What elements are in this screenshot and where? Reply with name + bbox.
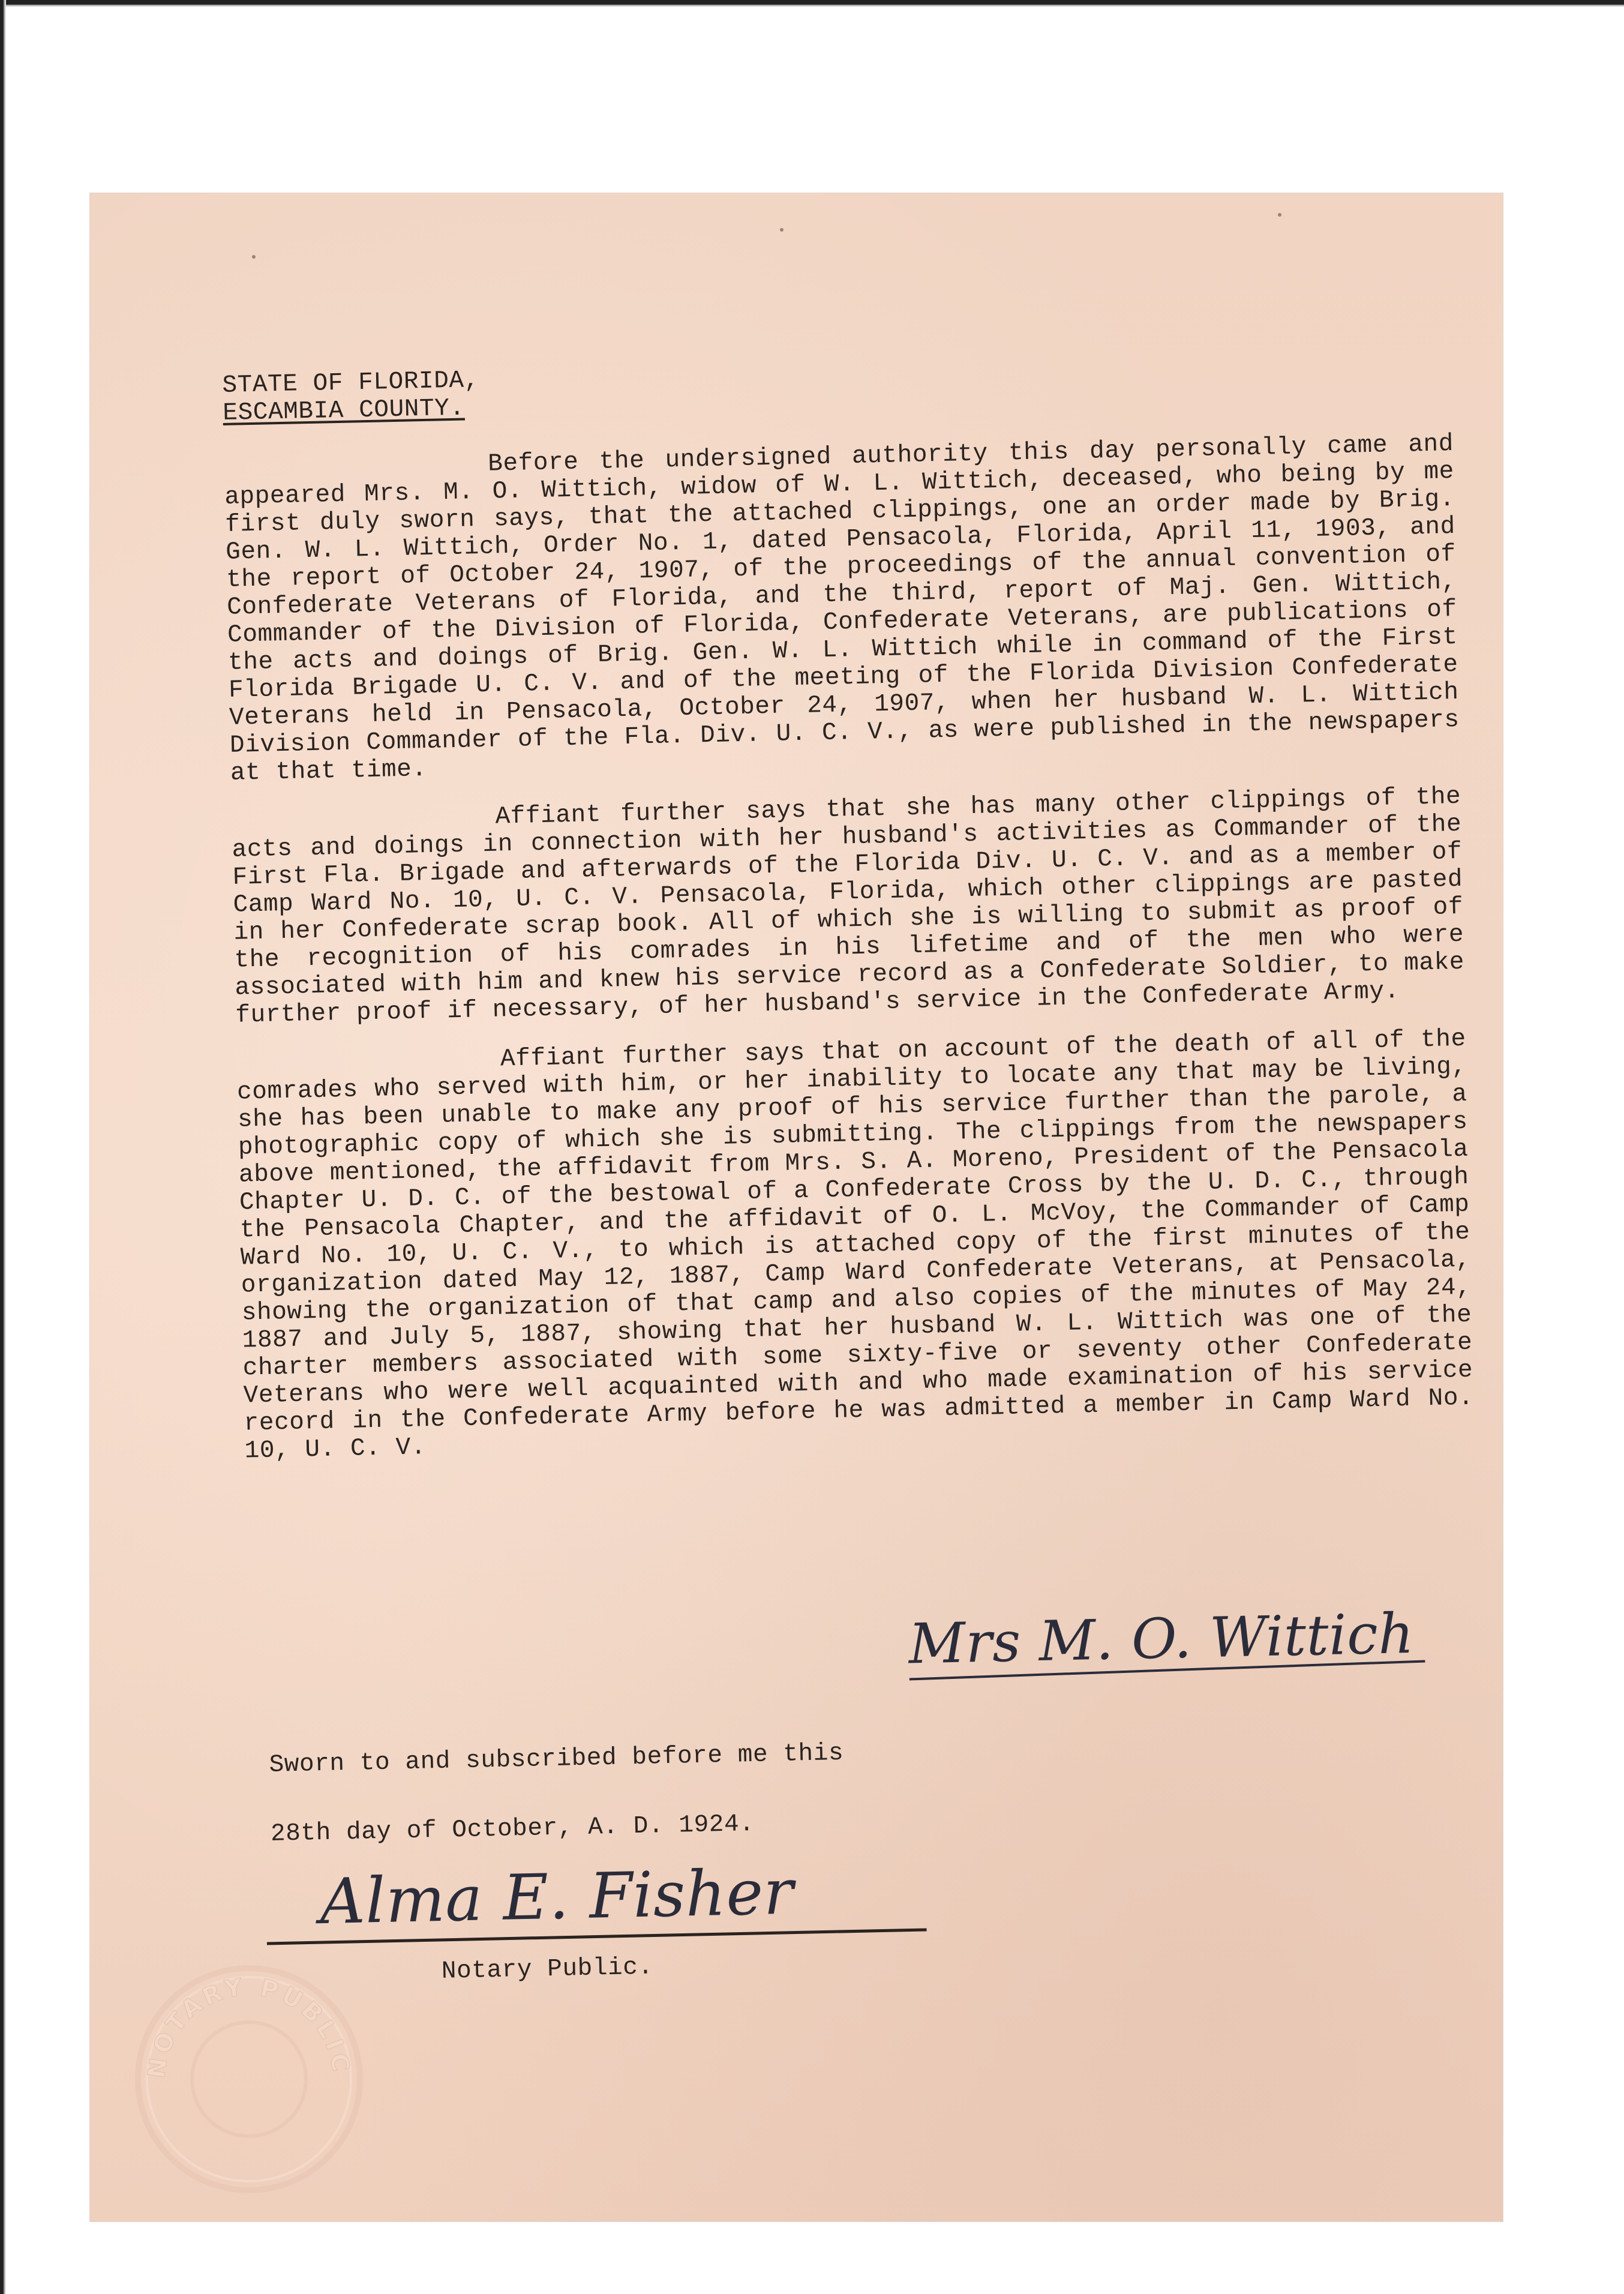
affidavit-paragraph: Affiant further says that on account of the death of all of the comrades who served with him, or her inability to locate any that may be living, she has been unable to make any proof of his service further than the parole, a photographic copy of which she is submitting. The clippings from the newspapers above mentioned, the affidavit from Mrs. S. A. Moreno, President of the Pensacola Chapter U. D. C. of the bestowal of a Confederate Cross by the U. D. C., through the Pensacola Chapter, and the affidavit of O. L. McVoy, the Commander of Camp Ward No. 10, U. C. V., to which is attached copy of the first minutes of the organization dated May 12, 1887, Camp Ward Confederate Veterans, at Pensacola, showing the organization of that camp and also copies of the minutes of May 24, 1887 and July 5, 1887, showing that her husband W. L. Wittich was one of the charter members associated with some sixty-five or seventy other Confederate Veterans who were well acquainted with and who made examination of his service record in the Confederate Army before he was admitted a member in Camp Ward No. 10, U. C. V. xyxy=(236,1025,1474,1465)
seal-text: NOTARY PUBLIC xyxy=(142,1973,355,2080)
venue-state: STATE OF FLORIDA, xyxy=(222,367,480,400)
scan-border-top xyxy=(0,0,1624,7)
jurat-line-2: 28th day of October, A. D. 1924. xyxy=(270,1810,755,1848)
notary-signature-text: Alma E. Fisher xyxy=(319,1855,795,1939)
affidavit-body xyxy=(222,346,1475,1986)
notary-seal-emboss xyxy=(132,1962,366,2196)
venue-county: ESCAMBIA COUNTY. xyxy=(222,394,466,427)
affiant-signature xyxy=(896,1595,1431,1690)
paper-speck xyxy=(780,228,784,232)
affidavit-paragraph: Before the undersigned authority this day personally came and appeared Mrs. M. O. Wittich, widow of W. L. Wittich, deceased, who being by me first duly sworn says, that the attached clippings, one an order made by Brig. Gen. W. L. Wittich, Order No. 1, dated Pensacola, Florida, April 11, 1903, and the report of October 24, 1907, of the proceedings of the annual convention of Confederate Veterans of Florida, and the third, report of Maj. Gen. Wittich, Commander of the Division of Florida, Confederate Veterans, are publications of the acts and doings of Brig. Gen. W. L. Wittich while in command of the First Florida Brigade U. C. V. and of the meeting of the Florida Division Confederate Veterans held in Pensacola, October 24, 1907, when her husband W. L. Wittich Division Commander of the Fla. Div. U. C. V., as were published in the newspapers at that time. xyxy=(224,430,1460,787)
affiant-signature-text: Mrs M. O. Wittich xyxy=(908,1601,1415,1677)
scan-border-left xyxy=(0,0,6,2294)
svg-text:NOTARY PUBLIC xyxy=(143,1973,355,2080)
paper-speck xyxy=(1278,213,1281,217)
notary-title: Notary Public. xyxy=(441,1953,654,1986)
paper-speck xyxy=(252,255,256,259)
notary-signature xyxy=(265,1840,927,1959)
jurat-line-1: Sworn to and subscribed before me this xyxy=(269,1739,844,1779)
affidavit-paragraph: Affiant further says that she has many other clippings of the acts and doings in connection with her husband's activities as Commander of the First Fla. Brigade and afterwards of the Florida Div. U. C. V. and as a member of Camp Ward No. 10, U. C. V. Pensacola, Florida, which other clippings are pasted in her Confederate scrap book. All of which she is willing to submit as proof of the recognition of his comrades in his lifetime and of the men who were associated with him and knew his service record as a Confederate Soldier, to make further proof if necessary, of her husband's service in the Confederate Army. xyxy=(232,782,1465,1030)
